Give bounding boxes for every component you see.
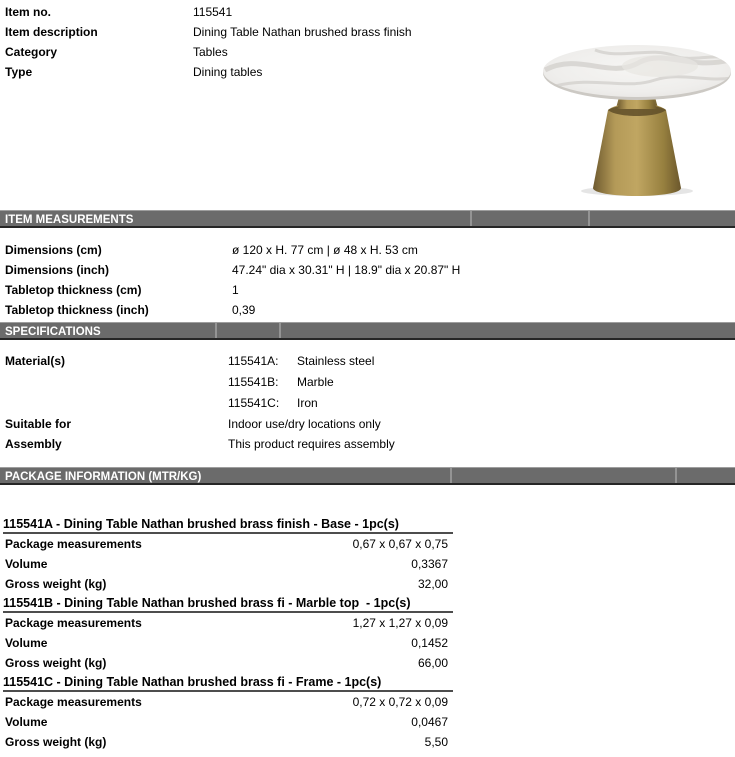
measurement-row: [5, 300, 605, 320]
bar-divider: [215, 323, 217, 338]
package-measurements-label: Package measurements: [5, 616, 142, 630]
gross-weight-value: 66,00: [417, 656, 448, 670]
volume-label: Volume: [5, 636, 48, 650]
section-header-specifications: [0, 322, 735, 340]
table-base-cone: [593, 103, 681, 196]
suitable-for-label: Suitable for: [5, 417, 72, 431]
dimensions-inch-value: 47.24" dia x 30.31" H | 18.9" dia x 20.87" H: [232, 263, 461, 277]
package-group-header: 115541A - Dining Table Nathan brushed brass finish - Base - 1pc(s): [3, 515, 453, 534]
suitable-for-value: Indoor use/dry locations only: [228, 417, 381, 431]
bar-divider: [279, 323, 281, 338]
section-header-package-information: [0, 467, 735, 485]
tabletop-thickness-inch-label: Tabletop thickness (inch): [5, 303, 149, 317]
category-value: Tables: [193, 45, 228, 59]
material-code: 115541B:: [228, 375, 279, 389]
gross-weight-label: Gross weight (kg): [5, 577, 107, 591]
package-measurements-label: Package measurements: [5, 695, 142, 709]
item-no-label: Item no.: [5, 5, 52, 19]
measurements-table: [5, 240, 605, 320]
item-no-value: 115541: [193, 5, 233, 19]
volume-value: 0,3367: [411, 557, 448, 571]
materials-list: [228, 351, 374, 414]
package-measurements-label: Package measurements: [5, 537, 142, 551]
material-name: Marble: [297, 375, 334, 389]
package-row: [3, 653, 453, 673]
package-row: [3, 633, 453, 653]
description-value: Dining Table Nathan brushed brass finish: [193, 25, 412, 39]
tabletop-thickness-cm-value: 1: [232, 283, 239, 297]
bar-divider: [470, 211, 472, 226]
suitable-for-row: [5, 414, 605, 434]
package-measurements-value: 0,67 x 0,67 x 0,75: [352, 537, 448, 551]
assembly-label: Assembly: [5, 437, 62, 451]
package-row: [3, 712, 453, 732]
tabletop-thickness-cm-label: Tabletop thickness (cm): [5, 283, 142, 297]
materials-label: Material(s): [5, 354, 66, 368]
measurement-row: [5, 240, 605, 260]
material-name: Stainless steel: [297, 354, 375, 368]
measurement-row: [5, 280, 605, 300]
package-row: [3, 574, 453, 594]
material-item: [228, 372, 374, 393]
measurement-row: [5, 260, 605, 280]
gross-weight-label: Gross weight (kg): [5, 735, 107, 749]
package-measurements-value: 0,72 x 0,72 x 0,09: [352, 695, 448, 709]
package-row: [3, 534, 453, 554]
dimensions-inch-label: Dimensions (inch): [5, 263, 110, 277]
volume-label: Volume: [5, 715, 48, 729]
type-value: Dining tables: [193, 65, 263, 79]
volume-label: Volume: [5, 557, 48, 571]
bar-divider: [588, 211, 590, 226]
package-row: [3, 692, 453, 712]
info-row-type: [5, 62, 535, 82]
package-row: [3, 554, 453, 574]
assembly-value: This product requires assembly: [228, 437, 395, 451]
package-tables: [3, 515, 453, 752]
material-item: [228, 393, 374, 414]
package-group-base: [3, 515, 453, 594]
category-label: Category: [5, 45, 58, 59]
dimensions-cm-value: ø 120 x H. 77 cm | ø 48 x H. 53 cm: [232, 243, 418, 257]
package-measurements-value: 1,27 x 1,27 x 0,09: [352, 616, 448, 630]
material-code: 115541C:: [228, 396, 280, 410]
section-title-package: PACKAGE INFORMATION (MTR/KG): [5, 471, 202, 483]
product-image: [540, 38, 735, 203]
gross-weight-value: 5,50: [424, 735, 448, 749]
type-label: Type: [5, 65, 33, 79]
section-title-measurements: ITEM MEASUREMENTS: [5, 214, 134, 226]
package-group-header: 115541B - Dining Table Nathan brushed brass fi - Marble top - 1pc(s): [3, 594, 453, 613]
tabletop-thickness-inch-value: 0,39: [232, 303, 256, 317]
materials-block: [5, 351, 605, 414]
section-title-specifications: SPECIFICATIONS: [5, 326, 101, 338]
package-group-frame: [3, 673, 453, 752]
assembly-row: [5, 434, 605, 454]
gross-weight-value: 32,00: [417, 577, 448, 591]
section-header-item-measurements: [0, 210, 735, 228]
info-row-description: [5, 22, 535, 42]
package-row: [3, 613, 453, 633]
gross-weight-label: Gross weight (kg): [5, 656, 107, 670]
package-group-marble-top: [3, 594, 453, 673]
volume-value: 0,1452: [411, 636, 448, 650]
description-label: Item description: [5, 25, 98, 39]
volume-value: 0,0467: [411, 715, 448, 729]
material-code: 115541A:: [228, 354, 279, 368]
material-name: Iron: [297, 396, 318, 410]
info-row-item-no: [5, 2, 535, 22]
bar-divider: [675, 468, 677, 483]
bar-divider: [450, 468, 452, 483]
package-group-header: 115541C - Dining Table Nathan brushed brass fi - Frame - 1pc(s): [3, 673, 453, 692]
product-info-table: [5, 2, 535, 82]
material-item: [228, 351, 374, 372]
package-row: [3, 732, 453, 752]
dimensions-cm-label: Dimensions (cm): [5, 243, 102, 257]
info-row-category: [5, 42, 535, 62]
